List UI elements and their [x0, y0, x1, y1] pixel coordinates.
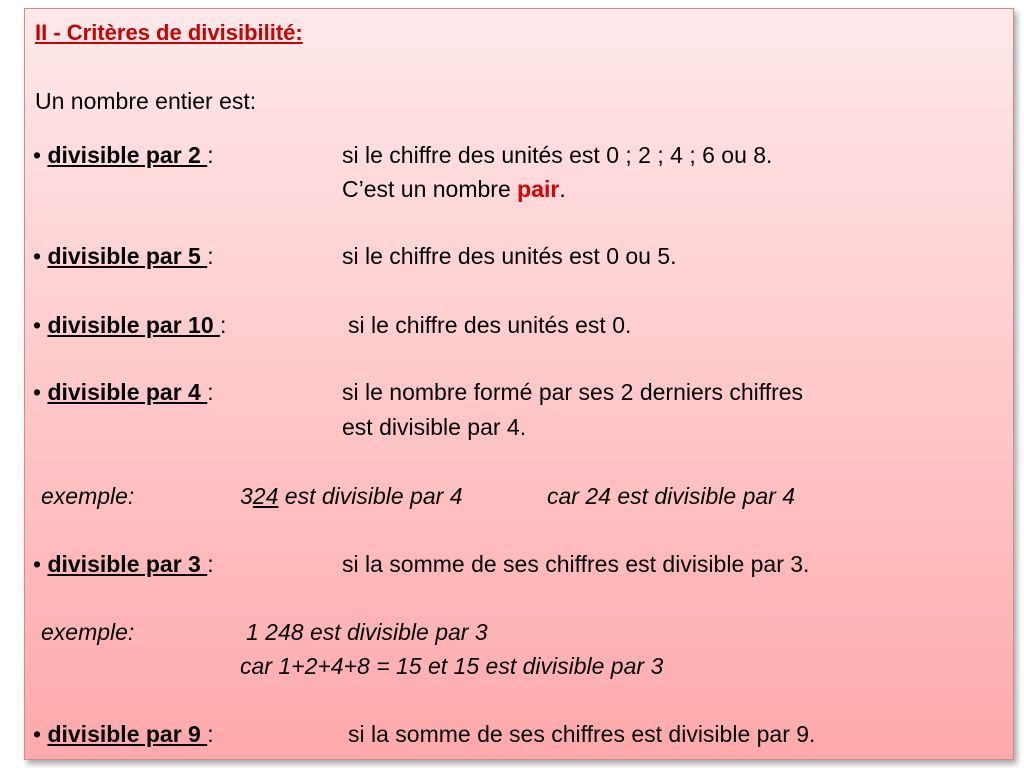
rule-10-heading	[33, 311, 226, 339]
example-4-num-prefix: 3	[240, 483, 253, 509]
colon: :	[207, 551, 214, 577]
rule-3-text: si la somme de ses chiffres est divisible par 3.	[342, 551, 810, 577]
example-4-statement	[240, 482, 462, 510]
rule-2-text-2	[342, 175, 566, 203]
rule-2-highlight: pair	[517, 176, 560, 202]
colon: :	[207, 243, 214, 269]
bullet: •	[33, 142, 42, 168]
example-4-num-underlined: 24	[252, 483, 279, 509]
bullet: •	[33, 721, 42, 747]
rule-4-label: divisible par 4	[47, 379, 208, 405]
rule-9-heading	[33, 720, 214, 748]
colon: :	[207, 379, 214, 405]
example-3-reason: car 1+2+4+8 = 15 et 15 est divisible par 3	[240, 653, 664, 679]
example-4-statement-text: est divisible par 4	[278, 483, 463, 509]
rule-10-text: si le chiffre des unités est 0.	[348, 312, 632, 338]
bullet: •	[33, 551, 42, 577]
colon: :	[207, 721, 214, 747]
bullet: •	[33, 243, 42, 269]
section-title: II - Critères de divisibilité:	[35, 20, 303, 45]
rule-9-label: divisible par 9	[47, 721, 208, 747]
slide	[24, 8, 1014, 760]
rule-2-suffix: .	[559, 176, 566, 202]
rule-3-label: divisible par 3	[47, 551, 208, 577]
example-3-label: exemple:	[41, 619, 135, 645]
example-4-label: exemple:	[41, 483, 135, 509]
bullet: •	[33, 379, 42, 405]
example-4-reason: car 24 est divisible par 4	[547, 483, 796, 509]
rule-2-heading	[33, 141, 214, 169]
rule-5-heading	[33, 242, 214, 270]
rule-2-label: divisible par 2	[47, 142, 208, 168]
rule-5-text: si le chiffre des unités est 0 ou 5.	[342, 243, 677, 269]
example-3-statement: 1 248 est divisible par 3	[246, 619, 488, 645]
colon: :	[207, 142, 214, 168]
rule-4-heading	[33, 378, 214, 406]
rule-10-label: divisible par 10	[47, 312, 221, 338]
colon: :	[220, 312, 227, 338]
rule-2-prefix: C’est un nombre	[342, 176, 518, 202]
rule-3-heading	[33, 550, 214, 578]
rule-2-text: si le chiffre des unités est 0 ; 2 ; 4 ; 6 ou 8.	[342, 142, 773, 168]
rule-4-text-2: est divisible par 4.	[342, 414, 527, 440]
rule-4-text: si le nombre formé par ses 2 derniers chiffres	[342, 379, 804, 405]
bullet: •	[33, 312, 42, 338]
intro-text: Un nombre entier est:	[35, 88, 257, 114]
rule-9-text: si la somme de ses chiffres est divisible par 9.	[348, 721, 816, 747]
rule-5-label: divisible par 5	[47, 243, 208, 269]
